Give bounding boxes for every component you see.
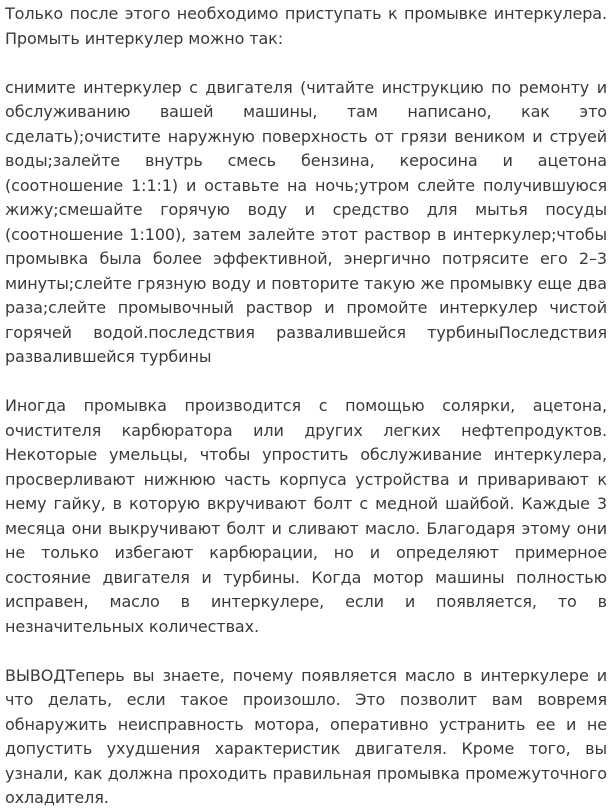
paragraph-alternative-methods: Иногда промывка производится с помощью солярки, ацетона, очистителя карбюратора или других легких нефтепродуктов. Некоторые умельцы, чтобы упростить обслуживание интеркулера, просверливают нижнюю часть корпуса устройства и приваривают к нему гайку, в которую вкручивают болт с медной шайбой. Каждые 3 месяца они выкручивают болт и сливают масло. Благодаря этому они не только избегают карбюрации, но и определяют примерное состояние двигателя и турбины. Когда мотор машины полностью исправен, масло в интеркулере, если и появляется, то в незначительных количествах.: [5, 396, 607, 636]
paragraph-intro: Только после этого необходимо приступать к промывке интеркулера. Промыть интеркулер можно так:: [5, 4, 607, 48]
paragraph-cleaning-steps: снимите интеркулер с двигателя (читайте инструкцию по ремонту и обслуживанию вашей машины, там написано, как это сделать);очистите наружную поверхность от грязи веником и струей воды;залейте внутрь смесь бензина, керосина и ацетона (соотношение 1:1:1) и оставьте на ночь;утром слейте получившуюся жижу;смешайте горячую воду и средство для мытья посуды (соотношение 1:100), затем залейте этот раствор в интеркулер;чтобы промывка была более эффективной, энергично потрясите его 2–3 минуты;слейте грязную воду и повторите такую же промывку еще два раза;слейте промывочный раствор и промойте интеркулер чистой горячей водой.последствия развалившейся турбиныПоследствия развалившейся турбины: [5, 77, 607, 366]
paragraph-conclusion: ВЫВОДТеперь вы знаете, почему появляется масло в интеркулере и что делать, если такое произошло. Это позволит вам вовремя обнаружить неисправность мотора, оперативно устранить ее и не допустить ухудшения характеристик двигателя. Кроме того, вы узнали, как должна проходить правильная промывка промежуточного охладителя.: [5, 665, 607, 807]
